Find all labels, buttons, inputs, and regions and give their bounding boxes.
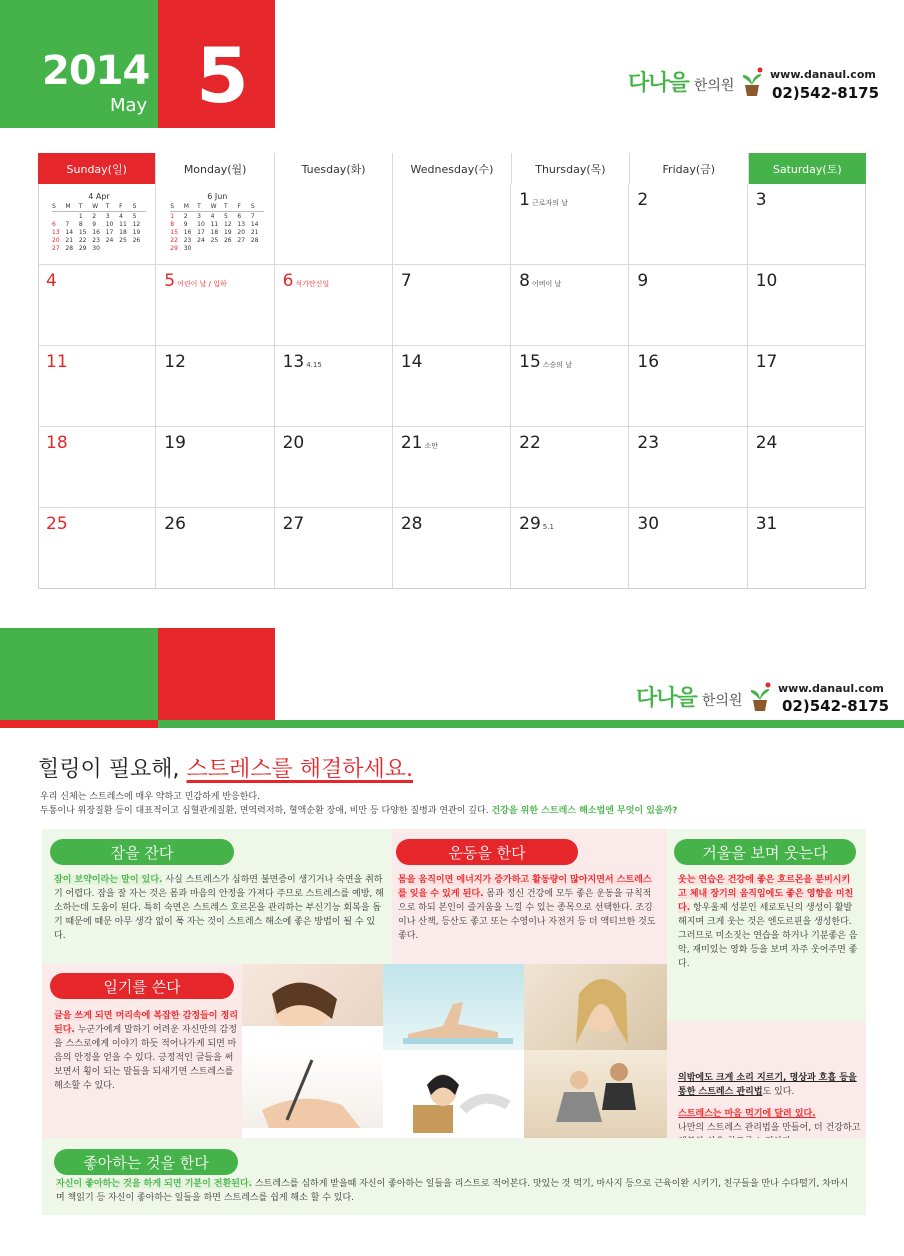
diary-text <box>54 1009 240 1093</box>
mirror-lead: 웃는 연습은 건강에 좋은 호르몬을 분비시키고 체내 장기의 움직임에도 좋은 영향을 미친다. <box>678 875 854 913</box>
mini-calendar-day: 3 <box>197 213 201 220</box>
weekday-wednesday: Wednesday(수) <box>393 153 511 184</box>
exercise-lead: 몸을 움직이면 에너지가 증가하고 활동량이 많아지면서 스트레스를 잊을 수 있게 된다. <box>398 875 652 899</box>
diary-lead: 글을 쓰게 되면 머리속에 복잡한 감정들이 정리된다. <box>54 1011 238 1035</box>
mini-calendar-day <box>106 245 119 252</box>
day-number <box>637 352 659 372</box>
brand-sub: 한의원 <box>693 78 735 94</box>
phone-number: 02)542-8175 <box>772 84 880 102</box>
mini-calendar-day: 13 <box>237 221 246 228</box>
calendar-day-cell <box>275 265 393 346</box>
weekday-saturday: Saturday(토) <box>749 153 866 184</box>
mini-calendar-day: 9 <box>183 221 188 228</box>
hobby-lead: 자신이 좋아하는 것을 하게 되면 기분이 전환된다. <box>56 1179 253 1189</box>
weekday-friday: Friday(금) <box>630 153 748 184</box>
website-url[interactable]: www.danaul.com <box>770 68 876 81</box>
calendar-day-cell <box>629 184 747 265</box>
mini-calendar-weekday: F <box>119 203 123 210</box>
sleep-heading: 잠을 잔다 <box>50 839 234 865</box>
mini-calendar-days <box>52 213 146 252</box>
bottom-green-block <box>0 628 158 720</box>
brand-logo <box>628 66 764 97</box>
day-number-value: 29 <box>519 514 541 534</box>
calendar-day-cell <box>275 346 393 427</box>
mini-calendar-april <box>52 192 146 252</box>
day-number-value: 11 <box>46 352 68 372</box>
mini-calendar-weekday: T <box>197 203 201 210</box>
weekday-sunday: Sunday(일) <box>38 153 156 184</box>
day-number <box>637 271 648 291</box>
mini-calendar-weekday: T <box>223 203 228 210</box>
day-number <box>283 352 322 372</box>
mini-calendar-weekday: M <box>183 203 189 210</box>
calendar-day-cell <box>275 184 393 265</box>
day-number-value: 27 <box>282 514 305 534</box>
day-note: 어버이 날 <box>531 280 562 288</box>
diary-heading: 일기를 쓴다 <box>50 973 234 999</box>
mini-calendar-day <box>65 213 78 220</box>
calendar-day-cell <box>38 265 156 346</box>
calendar-day-cell <box>629 508 747 589</box>
calendar-day-cell <box>511 346 629 427</box>
mini-calendar-day: 4 <box>210 213 215 220</box>
calendar-day-cell <box>156 346 274 427</box>
hobby-body: 스트레스를 심하게 받을때 자신이 좋아하는 일들을 리스트로 적어본다. 맛있는 것 먹기, 마사지 등으로 근육이완 시키기, 친구들을 만나 수다떨기, 차마시며 책읽기 등 자신이 좋아하는 일들을 하면 스트레스를 쉽게 해소 할 수 있다. <box>56 1179 849 1203</box>
day-number-value: 3 <box>755 190 767 210</box>
mini-calendar-day <box>224 245 237 252</box>
mini-calendar-day <box>197 245 210 252</box>
intro-line-2-text: 두통이나 위장질환 등이 대표적이고 심혈관계질환, 면역력저하, 혈액순환 장애, 비만 등 다양한 질병과 연관이 깊다. <box>40 806 489 816</box>
day-number-value: 28 <box>400 514 423 534</box>
tips-line-2 <box>678 1107 862 1121</box>
calendar-day-cell <box>156 184 274 265</box>
day-number <box>756 433 778 453</box>
mini-calendar-day: 6 <box>52 221 56 228</box>
mini-calendar-day: 11 <box>119 221 127 228</box>
mini-calendar-day: 13 <box>52 229 60 236</box>
mini-calendar-day: 15 <box>170 229 178 236</box>
calendar-day-cell <box>629 346 747 427</box>
day-number-value: 21 <box>400 433 423 453</box>
calendar-day-cell <box>156 265 274 346</box>
day-number-value: 26 <box>164 514 186 534</box>
calendar-day-cell <box>748 265 866 346</box>
day-number-value: 6 <box>282 271 294 291</box>
day-number <box>519 352 572 372</box>
mini-calendar-day <box>251 245 264 252</box>
calendar-day-cell <box>275 427 393 508</box>
calendar-day-cell <box>511 184 629 265</box>
day-number <box>637 514 659 534</box>
calendar-day-cell <box>38 346 156 427</box>
mini-calendar-day: 7 <box>250 213 255 220</box>
calendar-day-cell <box>393 184 511 265</box>
mini-calendar-day: 21 <box>65 237 74 244</box>
calendar-day-cell <box>511 265 629 346</box>
calendar-day-cell <box>511 427 629 508</box>
mini-calendar-head <box>170 203 264 212</box>
mirror-body: 항우울제 성분인 세로토닌의 생성이 활발해지며 크게 웃는 것은 엔도르핀을 생성한다. 그러므로 미소짓는 연습을 하거나 기분좋은 음악, 재미있는 영화 등을 보며 자주 웃어주면 좋다. <box>678 903 858 969</box>
mini-calendar-day: 2 <box>183 213 188 220</box>
mini-calendar-weekday: M <box>65 203 71 210</box>
day-number <box>519 190 568 210</box>
mini-calendar-day: 18 <box>210 229 219 236</box>
calendar-day-cell <box>393 265 511 346</box>
mini-calendar-day: 19 <box>223 229 232 236</box>
day-number <box>756 514 778 534</box>
day-number <box>46 271 57 291</box>
mini-calendar-june <box>170 192 264 252</box>
mini-calendar-weekday: T <box>78 203 83 210</box>
mini-calendar-weekday: S <box>170 203 175 210</box>
article-title-plain: 힐링이 필요해, <box>38 757 180 782</box>
mini-calendar-weekday: S <box>250 203 255 210</box>
photo-yoga-woman <box>383 964 524 1050</box>
day-number <box>283 514 305 534</box>
calendar-day-cell <box>393 346 511 427</box>
day-number-value: 20 <box>282 433 305 453</box>
mini-calendar-day: 16 <box>92 229 100 236</box>
calendar-day-cell <box>38 427 156 508</box>
day-number <box>164 271 226 291</box>
mini-calendar-day: 19 <box>132 229 141 236</box>
tips-line-2-em: 스트레스는 마음 먹기에 달려 있다. <box>678 1109 816 1119</box>
mini-calendar-day: 8 <box>78 221 83 228</box>
mini-calendar-day: 6 <box>237 213 242 220</box>
day-number <box>519 433 541 453</box>
mini-calendar-head <box>52 203 146 212</box>
day-number <box>401 271 412 291</box>
day-note: 5.1 <box>542 523 554 531</box>
day-number <box>756 190 767 210</box>
mini-calendar-weekday: T <box>105 203 110 210</box>
tips-line-3: 나만의 스트레스 관리법을 만들어, 더 건강하고 <box>678 1123 861 1133</box>
mini-calendar-day: 29 <box>78 245 87 252</box>
day-number <box>756 271 778 291</box>
day-number <box>637 433 659 453</box>
weekday-thursday: Thursday(목) <box>512 153 630 184</box>
mini-calendar-day: 5 <box>132 213 137 220</box>
day-number-value: 4 <box>46 271 57 291</box>
day-number-value: 18 <box>46 433 68 453</box>
calendar-day-cell <box>748 184 866 265</box>
photo-sleeping-woman <box>242 964 383 1050</box>
sleep-text <box>54 873 384 943</box>
calendar-day-cell <box>38 508 156 589</box>
mini-calendar-day: 26 <box>223 237 232 244</box>
mini-calendar-day <box>119 245 132 252</box>
bottom-red-stripe <box>0 720 158 728</box>
day-number-value: 16 <box>637 352 660 372</box>
mini-calendar-day: 16 <box>183 229 192 236</box>
day-number <box>46 433 68 453</box>
calendar-day-cell <box>393 508 511 589</box>
article-intro <box>40 790 870 818</box>
year: 2014 <box>42 48 150 94</box>
hobby-text <box>56 1177 856 1205</box>
calendar-day-cell <box>629 427 747 508</box>
day-number-value: 24 <box>755 433 778 453</box>
exercise-heading: 운동을 한다 <box>396 839 578 865</box>
photo-writing-hand <box>242 1050 383 1138</box>
sleep-body: 사실 스트레스가 심하면 불면증이 생기거나 숙면을 취하기 어렵다. 잠을 잘 자는 것은 몸과 마음의 안정을 가져다 주므로 스트레스를 예방, 해소하는데 도움이 된다. 특히 숙면은 스트레스 호르몬을 관리하는 부신기능 회복을 돕기 때문에 때문 아무 생각 없이 푹 자는 것이 스트레스 해소에 좋은 방법이 될 수 있다. <box>54 875 384 941</box>
mini-calendar-day: 12 <box>223 221 232 228</box>
hobby-heading: 좋아하는 것을 한다 <box>54 1149 238 1175</box>
mini-calendar-day: 23 <box>92 237 100 244</box>
day-number <box>283 433 305 453</box>
mini-calendar-day: 1 <box>78 213 83 220</box>
mini-calendar-day: 15 <box>78 229 87 236</box>
mini-calendar-day: 4 <box>119 213 123 220</box>
mini-calendar-days <box>170 213 264 252</box>
sleep-lead: 잠이 보약이라는 말이 있다. <box>54 875 163 885</box>
day-note: 4.15 <box>306 361 322 369</box>
mirror-text <box>678 873 858 971</box>
day-number <box>401 433 438 453</box>
day-number <box>164 352 186 372</box>
mini-calendar-day: 22 <box>78 237 87 244</box>
plant-pot-icon <box>740 67 764 97</box>
tips-panel <box>42 829 866 1215</box>
mini-calendar-day: 20 <box>52 237 60 244</box>
day-number <box>401 352 423 372</box>
mini-calendar-day <box>211 245 224 252</box>
mini-calendar-day: 30 <box>92 245 100 252</box>
month-name: May <box>110 95 148 116</box>
day-number-value: 7 <box>400 271 412 291</box>
day-number-value: 5 <box>164 271 176 291</box>
mini-calendar-day: 12 <box>132 221 141 228</box>
day-number <box>164 433 186 453</box>
mini-calendar-day: 22 <box>170 237 178 244</box>
day-number <box>46 514 68 534</box>
mini-calendar-day: 5 <box>223 213 228 220</box>
plant-pot-icon <box>748 682 772 712</box>
mini-calendar-day: 14 <box>250 221 259 228</box>
mini-calendar-day: 3 <box>105 213 110 220</box>
calendar-day-cell <box>748 508 866 589</box>
mini-calendar-day: 27 <box>52 245 60 252</box>
tips-line-1-suffix: 도 있다. <box>762 1087 795 1097</box>
calendar-day-cell <box>748 346 866 427</box>
mini-calendar-day: 20 <box>237 229 246 236</box>
calendar-day-cell <box>511 508 629 589</box>
day-number-value: 9 <box>637 271 649 291</box>
tips-line-1 <box>678 1071 862 1099</box>
mini-calendar-day: 23 <box>183 237 192 244</box>
exercise-text <box>398 873 660 943</box>
brand-main: 다나을 <box>628 71 689 96</box>
mini-calendar-day: 10 <box>105 221 114 228</box>
day-number <box>46 352 68 372</box>
day-note: 스승의 날 <box>542 361 573 369</box>
day-number-value: 15 <box>519 352 541 372</box>
mini-calendar-day <box>52 213 65 220</box>
day-note: 근로자의 날 <box>531 199 569 207</box>
mini-calendar-day: 24 <box>105 237 114 244</box>
bottom-red-block <box>158 628 275 720</box>
mini-calendar-weekday: F <box>237 203 241 210</box>
weekday-monday: Monday(월) <box>156 153 274 184</box>
day-number-value: 12 <box>164 352 186 372</box>
mini-calendar-weekday: S <box>52 203 56 210</box>
day-number <box>164 514 186 534</box>
article-title-emphasis: 스트레스를 해결하세요. <box>186 757 414 782</box>
mini-calendar-day <box>133 245 146 252</box>
mini-calendar-weekday: W <box>92 203 99 210</box>
mini-calendar-day: 10 <box>197 221 205 228</box>
mini-calendar-day: 18 <box>119 229 127 236</box>
mini-calendar-weekday: S <box>132 203 137 210</box>
day-note: 어린이 날 / 입하 <box>177 280 227 288</box>
intro-line-1: 우리 신체는 스트레스에 매우 약하고 민감하게 반응한다. <box>40 792 260 802</box>
photo-smiling-woman <box>524 964 667 1050</box>
calendar-day-cell <box>38 184 156 265</box>
mini-calendar-day: 30 <box>183 245 192 252</box>
mini-calendar-day: 11 <box>210 221 219 228</box>
mini-calendar-day: 27 <box>237 237 246 244</box>
mini-calendar-day: 17 <box>105 229 114 236</box>
website-url-2[interactable]: www.danaul.com <box>778 682 884 695</box>
weekday-header <box>38 153 866 184</box>
calendar-day-cell <box>156 427 274 508</box>
day-number-value: 13 <box>282 352 305 372</box>
mini-calendar-day: 25 <box>210 237 219 244</box>
mini-calendar-title: 6 Jun <box>207 192 228 201</box>
mini-calendar-day: 17 <box>197 229 205 236</box>
photo-meditation-couple <box>524 1050 667 1138</box>
mini-calendar-day: 1 <box>170 213 175 220</box>
mini-calendar-day: 14 <box>65 229 74 236</box>
brand-logo-2 <box>636 681 772 712</box>
mini-calendar-day: 21 <box>250 229 259 236</box>
article-title <box>38 752 413 783</box>
day-number-value: 30 <box>637 514 660 534</box>
mirror-heading: 거울을 보며 웃는다 <box>674 839 856 865</box>
day-number <box>519 271 561 291</box>
intro-question: 건강을 위한 스트레스 해소법엔 무엇이 있을까? <box>491 806 678 816</box>
day-number-value: 1 <box>519 190 530 210</box>
day-number-value: 31 <box>755 514 778 534</box>
day-number-value: 14 <box>400 352 423 372</box>
day-number <box>401 514 423 534</box>
calendar-day-cell <box>629 265 747 346</box>
mini-calendar-day: 24 <box>197 237 205 244</box>
day-number-value: 8 <box>519 271 530 291</box>
day-number-value: 10 <box>755 271 778 291</box>
day-number-value: 22 <box>519 433 541 453</box>
bottom-green-stripe <box>158 720 904 728</box>
brand-main-2: 다나을 <box>636 686 697 711</box>
calendar-day-cell <box>275 508 393 589</box>
day-number-value: 19 <box>164 433 186 453</box>
intro-line-2 <box>40 804 870 818</box>
weekday-tuesday: Tuesday(화) <box>275 153 393 184</box>
month-number: 5 <box>196 31 249 120</box>
mini-calendar-title: 4 Apr <box>88 192 110 201</box>
day-number <box>637 190 648 210</box>
exercise-body: 몸과 정신 건강에 모두 좋은 운동을 규칙적으로 하되 본인이 즐거움을 느낄 수 있는 종목으로 선택한다. 조깅이나 산책, 등산도 좋고 또는 수영이나 자전거 등 더 액티브한 것도 좋다. <box>398 889 656 941</box>
mini-calendar-day: 25 <box>119 237 127 244</box>
day-number-value: 25 <box>46 514 68 534</box>
mini-calendar-day: 29 <box>170 245 178 252</box>
mini-calendar-day: 2 <box>92 213 97 220</box>
day-note: 소만 <box>424 442 439 450</box>
tips-line-1-em: 의밖에도 크게 소리 지르기, 명상과 호흡 등을 통한 스트레스 관리법 <box>678 1073 857 1097</box>
mini-calendar-day: 26 <box>132 237 141 244</box>
mini-calendar-day: 28 <box>250 237 259 244</box>
day-number-value: 2 <box>637 190 649 210</box>
mini-calendar-day: 8 <box>170 221 175 228</box>
calendar-day-cell <box>393 427 511 508</box>
day-number-value: 23 <box>637 433 660 453</box>
day-number <box>283 271 330 291</box>
mini-calendar-day: 9 <box>92 221 97 228</box>
day-number <box>756 352 778 372</box>
mini-calendar-day <box>237 245 250 252</box>
day-number-value: 17 <box>755 352 778 372</box>
day-number <box>519 514 554 534</box>
calendar-grid <box>38 184 866 589</box>
phone-number-2: 02)542-8175 <box>782 697 890 715</box>
diary-body: 누군가에게 말하기 어려운 자신만의 감정을 스스로에게 이야기 하듯 적어나가게 되면 마음의 안정을 얻을 수 있다. 긍정적인 글들을 써보면서 횡이 되는 말들을 되새기면 스트레스를 해소할 수 있다. <box>54 1025 237 1091</box>
day-note: 석가탄신일 <box>295 280 330 288</box>
brand-sub-2: 한의원 <box>701 693 743 709</box>
calendar-day-cell <box>156 508 274 589</box>
calendar-day-cell <box>748 427 866 508</box>
photo-music-girl <box>383 1050 524 1138</box>
mini-calendar-weekday: W <box>210 203 217 210</box>
mini-calendar-day: 7 <box>65 221 70 228</box>
mini-calendar-day: 28 <box>65 245 74 252</box>
